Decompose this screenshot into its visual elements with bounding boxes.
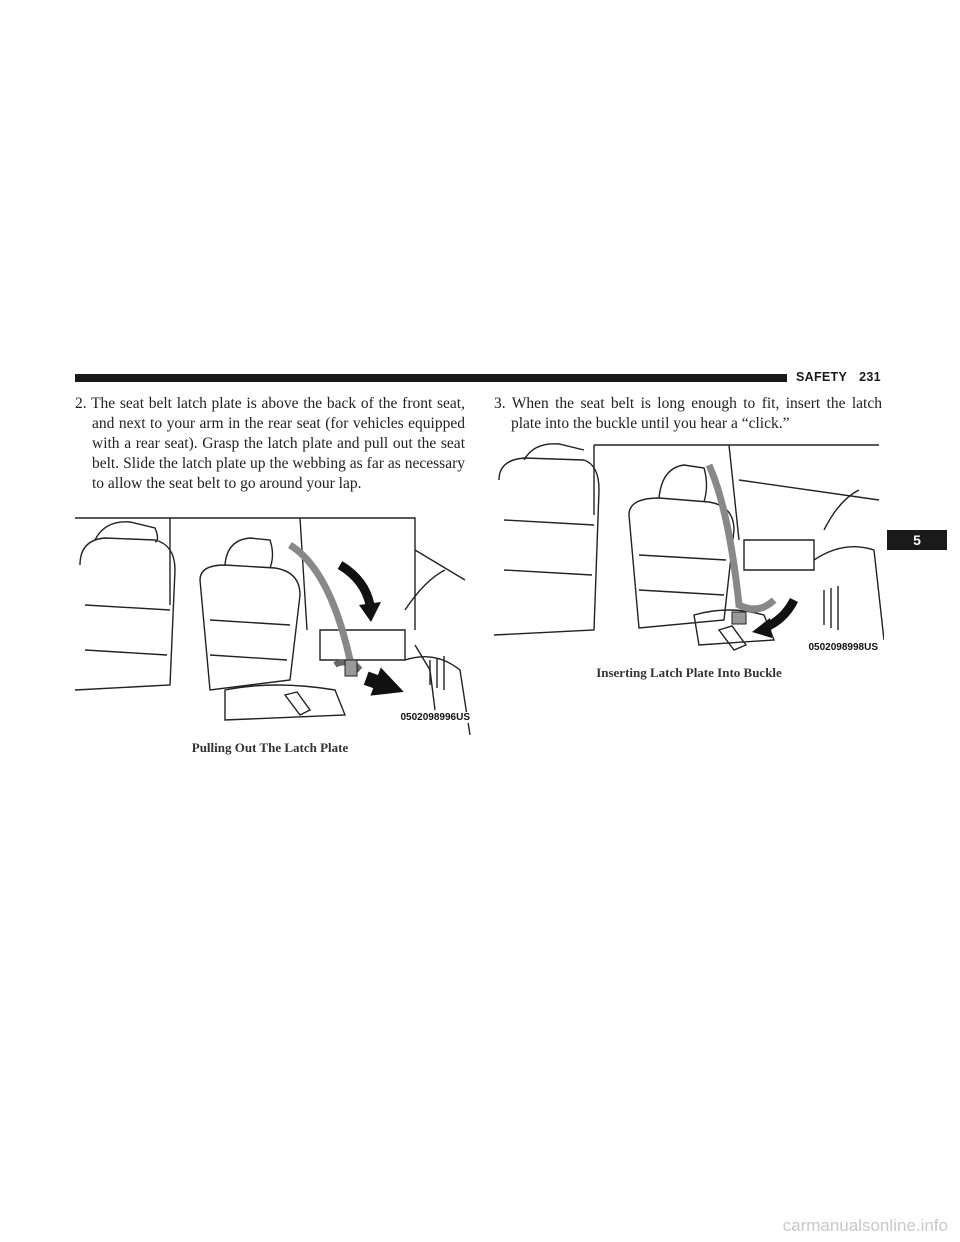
seat-illustration-1 (75, 510, 475, 735)
figure-code: 0502098998US (808, 642, 878, 653)
step-3-text: 3. When the seat belt is long enough to fit, insert the latch plate into the buckle until you hear a “click.” (494, 395, 882, 432)
page-number: 231 (859, 370, 881, 384)
watermark: carmanualsonline.info (782, 1216, 948, 1235)
running-header (796, 370, 881, 384)
header-rule (75, 374, 787, 382)
seat-illustration-2 (494, 440, 884, 655)
step-2-text: 2. The seat belt latch plate is above the back of the front seat, and next to your arm in the rear seat (for vehicles equipped with a rear seat). Grasp the latch plate and pull out the seat belt. Slide the latch plate up the webbing as far as necessary to allow the seat belt to go around your lap. (75, 395, 465, 492)
figure-code: 0502098996US (400, 712, 470, 723)
figure-caption: Inserting Latch Plate Into Buckle (596, 665, 782, 680)
chapter-tab: 5 (887, 530, 947, 550)
figure-caption: Pulling Out The Latch Plate (191, 740, 349, 755)
figure-inserting-latch-plate (494, 440, 884, 655)
figure-pulling-latch-plate (75, 510, 475, 735)
section-title: SAFETY (796, 370, 848, 384)
